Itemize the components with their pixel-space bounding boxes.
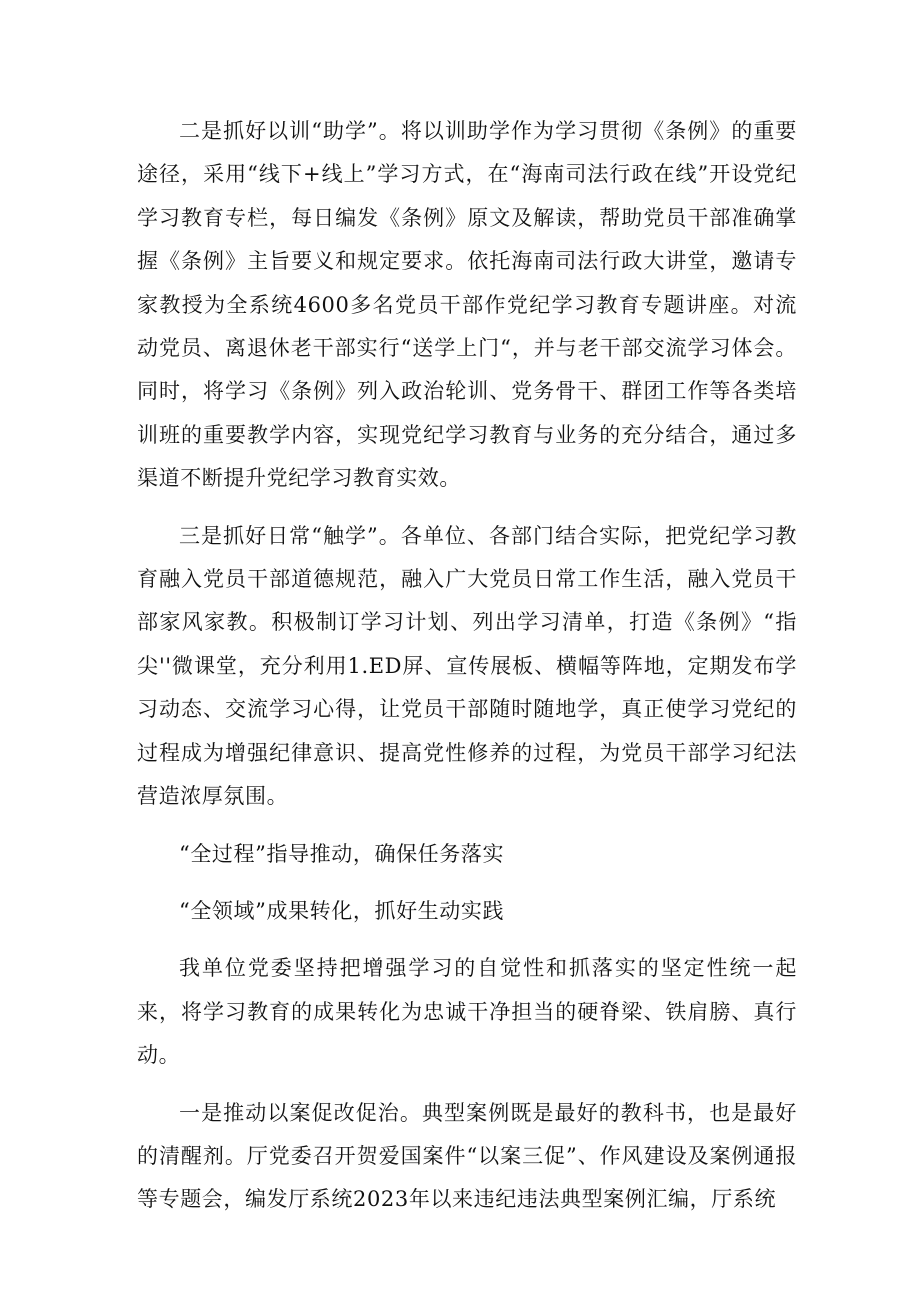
paragraph-training: 二是抓好以训“助学”。将以训助学作为学习贯彻《条例》的重要途径，采用“线下+线上”学习方式，在“海南司法行政在线”开设党纪学习教育专栏，每日编发《条例》原文及解读，帮助党员干部准确掌握《条例》主旨要义和规定要求。依托海南司法行政大讲堂，邀请专家教授为全系统4600多名党员干部作党纪学习教育专题讲座。对流动党员、离退休老干部实行“送学上门“，并与老干部交流学习体会。同时，将学习《条例》列入政治轮训、党务骨干、群团工作等各类培训班的重要教学内容，实现党纪学习教育与业务的充分结合，通过多渠道不断提升党纪学习教育实效。 — [137, 119, 797, 491]
spacer — [137, 933, 797, 947]
spacer — [137, 819, 797, 833]
paragraph-party-committee: 我单位党委坚持把增强学习的自觉性和抓落实的坚定性统一起来，将学习教育的成果转化为忠诚干净担当的硬脊梁、铁肩膀、真行动。 — [137, 956, 797, 1068]
heading-all-fields: “全领域”成果转化，抓好生动实践 — [179, 898, 505, 923]
heading-whole-process: “全过程”指导推动，确保任务落实 — [179, 841, 505, 866]
paragraph-case-reform: 一是推动以案促改促治。典型案例既是最好的教科书，也是最好的清醒剂。厅党委召开贺爱国案件“以案三促”、作风建设及案例通报等专题会，编发厅系统2023年以来违纪违法典型案例汇编，厅系统 — [137, 1100, 797, 1212]
paragraph-daily-study: 三是抓好日常“触学”。各单位、各部门结合实际，把党纪学习教育融入党员干部道德规范，融入广大党员日常工作生活，融入党员干部家风家教。积极制订学习计划、列出学习清单，打造《条例》“指尖''微课堂，充分利用1.ED屏、宣传展板、横幅等阵地，定期发布学习动态、交流学习心得，让党员干部随时随地学，真正使学习党纪的过程成为增强纪律意识、提高党性修养的过程，为党员干部学习纪法营造浓厚氛围。 — [137, 523, 797, 809]
document-body — [137, 110, 797, 1222]
